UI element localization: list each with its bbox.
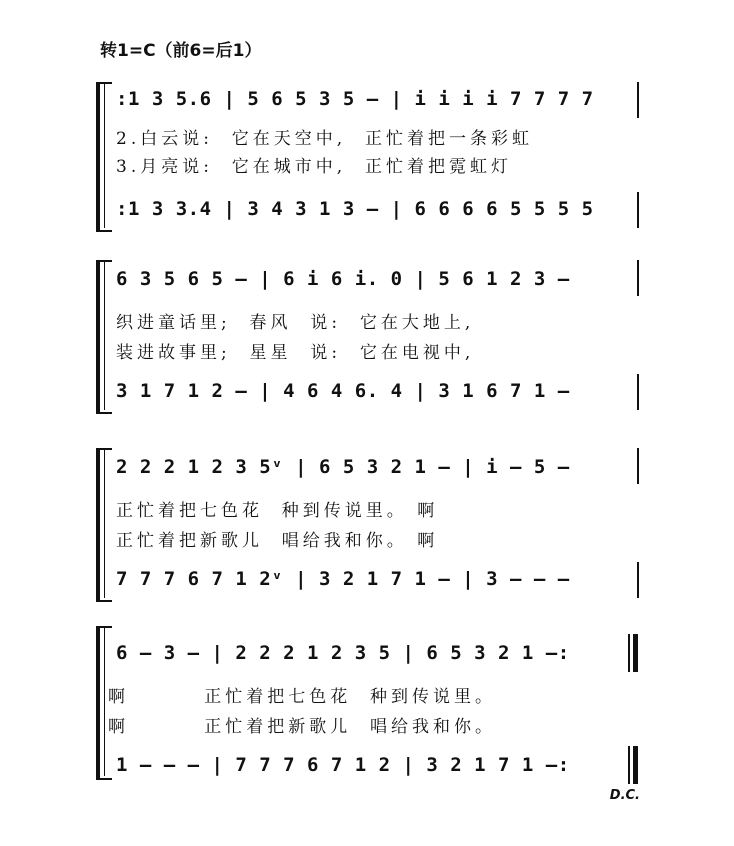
lyric-line-2: 啊 正忙着把七色花 种到传说里。: [108, 687, 497, 707]
barline: [637, 192, 639, 228]
barline: [637, 260, 639, 296]
lyric-line-3: 正忙着把新歌儿 唱给我和你。 啊: [116, 531, 439, 551]
bottom-notes: 1 – – – | 7 7 7 6 7 1 2 | 3 2 1 7 1 –:: [116, 754, 570, 776]
brace-inner-line: [104, 84, 105, 228]
top-notes: 6 3 5 6 5 – | 6 i 6 i. 0 | 5 6 1 2 3 –: [116, 268, 570, 290]
da-capo-mark: D.C.: [609, 788, 640, 803]
final-barline-thin: [628, 634, 630, 672]
bottom-notes: 3 1 7 1 2 – | 4 6 4 6. 4 | 3 1 6 7 1 –: [116, 380, 570, 402]
lyric-line-2: 织进童话里; 春风 说: 它在大地上,: [116, 313, 475, 333]
top-notes: :1 3 5.6 | 5 6 5 3 5 – | i i i i 7 7 7 7: [116, 88, 594, 110]
lyric-line-3: 装进故事里; 星星 说: 它在电视中,: [116, 343, 475, 363]
barline: [637, 562, 639, 598]
key-change: 转1=C（前6=后1）: [100, 41, 262, 61]
brace-inner-line: [104, 450, 105, 598]
barline: [637, 448, 639, 484]
final-barline-thin: [628, 746, 630, 784]
final-barline-thick: [633, 746, 638, 784]
barline: [637, 374, 639, 410]
lyric-line-2: 2.白云说: 它在天空中, 正忙着把一条彩虹: [116, 129, 533, 149]
lyric-line-2: 正忙着把七色花 种到传说里。 啊: [116, 501, 439, 521]
bottom-notes: 7 7 7 6 7 1 2ᵛ | 3 2 1 7 1 – | 3 – – –: [116, 568, 570, 590]
top-notes: 2 2 2 1 2 3 5ᵛ | 6 5 3 2 1 – | i – 5 –: [116, 456, 570, 478]
brace-inner-line: [104, 628, 105, 776]
barline: [637, 82, 639, 118]
lyric-line-3: 啊 正忙着把新歌儿 唱给我和你。: [108, 717, 497, 737]
final-barline-thick: [633, 634, 638, 672]
bottom-notes: :1 3 3.4 | 3 4 3 1 3 – | 6 6 6 6 5 5 5 5: [116, 198, 594, 220]
lyric-line-3: 3.月亮说: 它在城市中, 正忙着把霓虹灯: [116, 157, 512, 177]
top-notes: 6 – 3 – | 2 2 2 1 2 3 5 | 6 5 3 2 1 –:: [116, 642, 570, 664]
brace-inner-line: [104, 262, 105, 410]
